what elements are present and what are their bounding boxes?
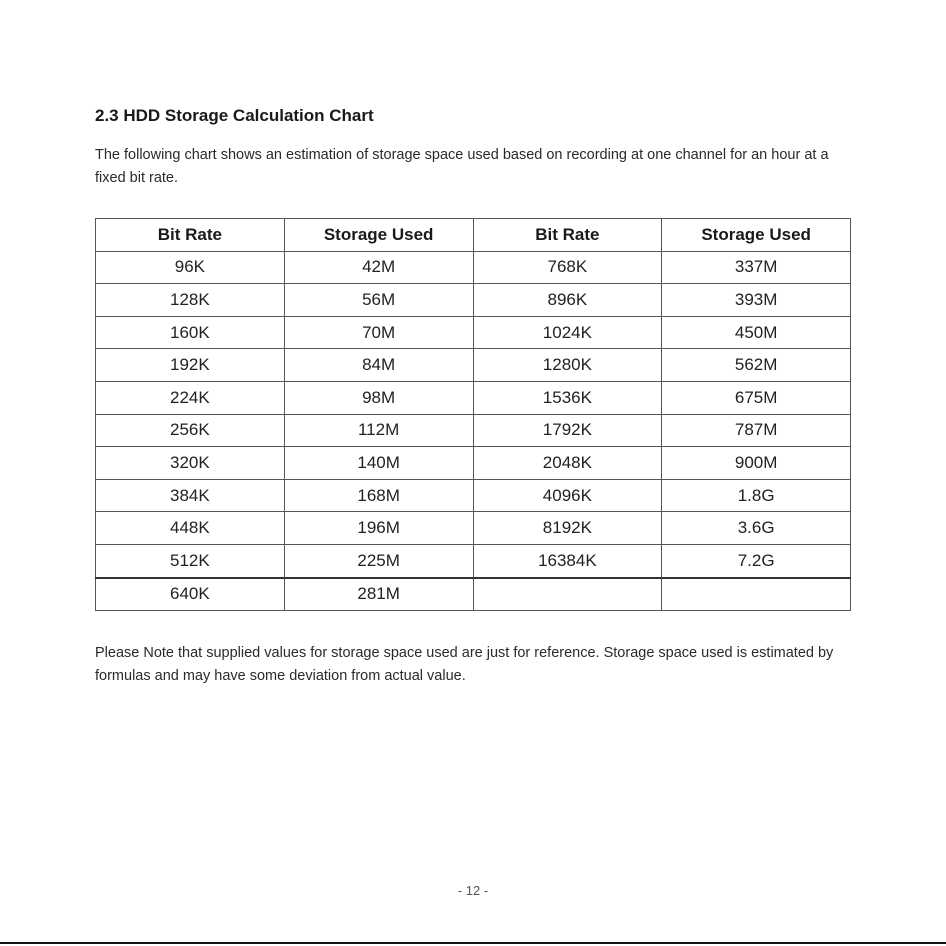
table-cell: 8192K (473, 512, 662, 545)
table-cell: 384K (96, 479, 285, 512)
table-row (96, 447, 851, 480)
header-storage-used-1: Storage Used (284, 219, 473, 252)
table-cell: 787M (662, 414, 851, 447)
table-cell: 16384K (473, 544, 662, 577)
table-cell: 675M (662, 381, 851, 414)
storage-calculation-table (95, 218, 851, 611)
table-cell: 112M (284, 414, 473, 447)
table-cell: 140M (284, 447, 473, 480)
table-cell: 96K (96, 251, 285, 284)
table-cell: 562M (662, 349, 851, 382)
page-title: 2.3 HDD Storage Calculation Chart (95, 106, 374, 125)
table-cell: 1792K (473, 414, 662, 447)
header-bit-rate-2: Bit Rate (473, 219, 662, 252)
table-row (96, 578, 851, 611)
page-number: - 12 - (457, 883, 489, 898)
table-cell: 896K (473, 284, 662, 317)
table-cell: 98M (284, 381, 473, 414)
table-cell: 196M (284, 512, 473, 545)
table-cell: 337M (662, 251, 851, 284)
table-row (96, 349, 851, 382)
table-row (96, 284, 851, 317)
table-cell: 1536K (473, 381, 662, 414)
intro-paragraph: The following chart shows an estimation of storage space used based on recording at one channel for an hour at a fixed bit rate. (95, 147, 829, 186)
table-cell: 320K (96, 447, 285, 480)
table-cell: 900M (662, 447, 851, 480)
table-cell: 224K (96, 381, 285, 414)
table-cell: 768K (473, 251, 662, 284)
table-cell: 42M (284, 251, 473, 284)
table-cell: 128K (96, 284, 285, 317)
table-row (96, 414, 851, 447)
table-cell: 70M (284, 316, 473, 349)
table-cell: 450M (662, 316, 851, 349)
table-cell: 4096K (473, 479, 662, 512)
header-storage-used-2: Storage Used (662, 219, 851, 252)
table-cell: 2048K (473, 447, 662, 480)
table-cell: 160K (96, 316, 285, 349)
table-header-row (96, 219, 851, 252)
table-cell: 1280K (473, 349, 662, 382)
table-cell: 393M (662, 284, 851, 317)
table-cell: 3.6G (662, 512, 851, 545)
table-cell: 448K (96, 512, 285, 545)
table-cell-empty (662, 578, 851, 611)
table-cell-empty (473, 578, 662, 611)
table-cell: 192K (96, 349, 285, 382)
table-row (96, 316, 851, 349)
table-cell: 56M (284, 284, 473, 317)
table-cell: 281M (284, 578, 473, 611)
table-cell: 225M (284, 544, 473, 577)
table-cell: 168M (284, 479, 473, 512)
table-cell: 640K (96, 578, 285, 611)
table-row (96, 381, 851, 414)
table-row (96, 251, 851, 284)
bottom-rule (0, 942, 946, 944)
table-cell: 7.2G (662, 544, 851, 577)
table-cell: 1.8G (662, 479, 851, 512)
table-row (96, 512, 851, 545)
table-cell: 1024K (473, 316, 662, 349)
table-cell: 84M (284, 349, 473, 382)
table-row (96, 479, 851, 512)
table-cell: 256K (96, 414, 285, 447)
table-row (96, 544, 851, 577)
header-bit-rate-1: Bit Rate (96, 219, 285, 252)
table-cell: 512K (96, 544, 285, 577)
reference-note: Please Note that supplied values for storage space used are just for reference. Storage space used is estimated by formulas and may have some deviation from actual value. (95, 645, 834, 684)
